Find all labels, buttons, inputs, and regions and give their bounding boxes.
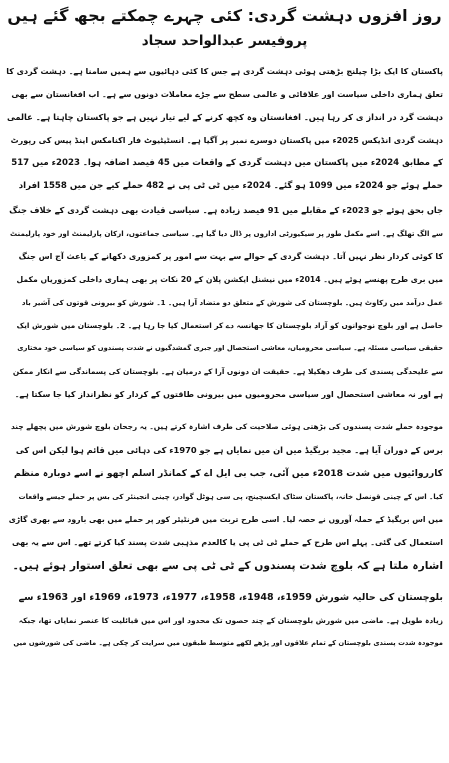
text-line: برس کے دوران آیا ہے۔ مجید بریگیڈ میں ان میں نمایاں ہے جو 1970ء کی دہائی میں قائم ہوا لیکن اس کی bbox=[15, 444, 443, 455]
text-line: کیا۔ اس کے چینی قونصل خانہ، پاکستان سٹاک ایکسچینج، پی سی ہوٹل گوادر، چینی انجینئر کی بس پر حملے جیسے واقعات bbox=[18, 491, 443, 501]
text-line: استعمال کی گئی۔ پہلے اس طرح کے حملے ٹی ٹی پی یا کالعدم مذہبی شدت پسند کیا کرتے تھے۔ اس سے یہ بھی bbox=[12, 537, 443, 547]
article-body bbox=[6, 60, 443, 655]
text-line: جاں بحق ہوئے جو 2023ء کے مقابلے میں 91 فیصد زیادہ ہے۔ سیاسی قیادت بھی دہشت گردی کے خلاف جنگ bbox=[9, 204, 443, 215]
text-line: حقیقی سیاسی مسئلہ ہے۔ سیاسی محرومیاں، معاشی استحصال اور جبری گمشدگیوں نے شدت پسندوں کو سیاسی خود مختاری bbox=[17, 344, 443, 353]
text-line: تعلق ہماری داخلی سیاست اور علاقائی و عالمی سطح سے جڑے معاملات دونوں سے ہے۔ اب افغانستان سے بھی bbox=[11, 90, 443, 100]
text-line: زیادہ طویل ہے۔ ماضی میں شورش بلوچستان کے چند حصوں تک محدود اور اس میں قبائلیت کا عنصر نمایاں تھا، جبکہ bbox=[18, 616, 443, 626]
article bbox=[6, 0, 443, 655]
article-paragraph bbox=[6, 415, 443, 577]
author-byline: پروفیسر عبدالواحد سجاد bbox=[141, 33, 308, 49]
article-headline: روز افزوں دہشت گردی: کئی چہرے چمکتے بجھ گئے ہیں bbox=[7, 6, 442, 25]
text-line: اشارہ ملتا ہے کہ بلوچ شدت پسندوں کے ٹی ٹی پی سے بھی تعلق استوار ہوئے ہیں۔ bbox=[12, 558, 443, 572]
text-line: حاصل ہے اور بلوچ نوجوانوں کو آزاد بلوچستان کا جھانسہ دے کر استعمال کیا جا رہا ہے۔ 2۔ بلوچستان میں شورش ایک bbox=[16, 321, 443, 331]
text-line: حملے ہوئے جو 2024ء میں 1099 ہو گئے۔ 2024ء میں ٹی ٹی پی نے 482 حملے کیے جن میں 1558 افراد bbox=[18, 181, 443, 192]
text-line: سے علیحدگی پسندی کی طرف دھکیلا ہے۔ حقیقت ان دونوں آرا کے درمیان ہے۔ بلوچستان کی پسماندگی سے انکار ممکن bbox=[12, 367, 443, 377]
text-line: پاکستان کا ایک بڑا چیلنج بڑھتی ہوئی دہشت گردی ہے جس کا کئی دہائیوں سے ہمیں سامنا ہے۔ دہشت گردی کا bbox=[6, 67, 443, 76]
text-line: کارروائیوں میں شدت 2018ء میں آئی، جب بی ایل اے کے کمانڈر اسلم اچھو نے اسے دوبارہ منظم bbox=[14, 467, 443, 479]
article-paragraph bbox=[6, 60, 443, 406]
text-line: میں اس بریگیڈ کے حملہ آوروں نے حصہ لیا۔ اسی طرح تربت میں فرنٹیئر کور پر حملے میں بھی بارود سے بھری گاڑی bbox=[8, 514, 443, 524]
text-line: ہے اور نہ معاشی استحصال اور سیاسی محرومیوں میں بیرونی طاقتوں کے کردار کو نظرانداز کیا جا سکتا ہے۔ bbox=[14, 390, 443, 400]
text-line: دہشت گردی انڈیکس 2025ء میں پاکستان دوسرے نمبر پر آگیا ہے۔ انسٹیٹیوٹ فار اکنامکس اینڈ پیس کی رپورٹ bbox=[10, 136, 443, 146]
text-line: کا کوئی کردار نظر نہیں آتا۔ دہشت گردی کے حوالے سے بہت سے امور پر کمزوری دکھانے کے باعث آج اس جنگ bbox=[18, 251, 443, 261]
article-paragraph bbox=[6, 586, 443, 655]
text-line: موجودہ شدت پسندی بلوچستان کے تمام علاقوں اور پڑھے لکھے متوسط طبقوں میں سرایت کر چکی ہے۔ ماضی کی شورشوں میں bbox=[13, 639, 443, 648]
text-line: موجودہ حملے شدت پسندوں کی بڑھتی ہوئی صلاحیت کی طرف اشارہ کرتے ہیں۔ یہ رجحان بلوچ شورش میں پچھلے چند bbox=[11, 422, 443, 432]
text-line: سے الگ تھلگ ہے۔ اسے مکمل طور پر سیکیورٹی اداروں پر ڈال دیا گیا ہے۔ سیاسی جماعتوں، ارکان پارلیمنٹ اور خود پارلیمنٹ bbox=[10, 228, 443, 238]
text-line: کے مطابق 2024ء میں پاکستان میں دہشت گردی کے واقعات میں 45 فیصد اضافہ ہوا۔ 2023ء میں 517 bbox=[11, 158, 443, 169]
text-line: بلوچستان کی حالیہ شورش 1959ء، 1948ء، 1958ء، 1977ء، 1973ء، 1969ء اور 1963ء سے bbox=[18, 592, 443, 604]
text-line: دہشت گرد در انداز ی کر رہا ہیں۔ افغانستان وہ کچھ کرنے کے لیے تیار نہیں ہے جو پاکستان چاہتا ہے۔ عالمی bbox=[6, 112, 443, 123]
text-line: میں بری طرح پھنسے ہوئے ہیں۔ 2014ء میں نیشنل ایکشن پلان کے 20 نکات پر بھی ہماری داخلی کمزوریاں مکمل bbox=[16, 274, 443, 284]
text-line: عمل درآمد میں رکاوٹ ہیں۔ بلوچستان کی شورش کے متعلق دو متضاد آرا ہیں۔ 1۔ شورش کو بیرونی قوتوں کی آشیر باد bbox=[21, 297, 443, 307]
